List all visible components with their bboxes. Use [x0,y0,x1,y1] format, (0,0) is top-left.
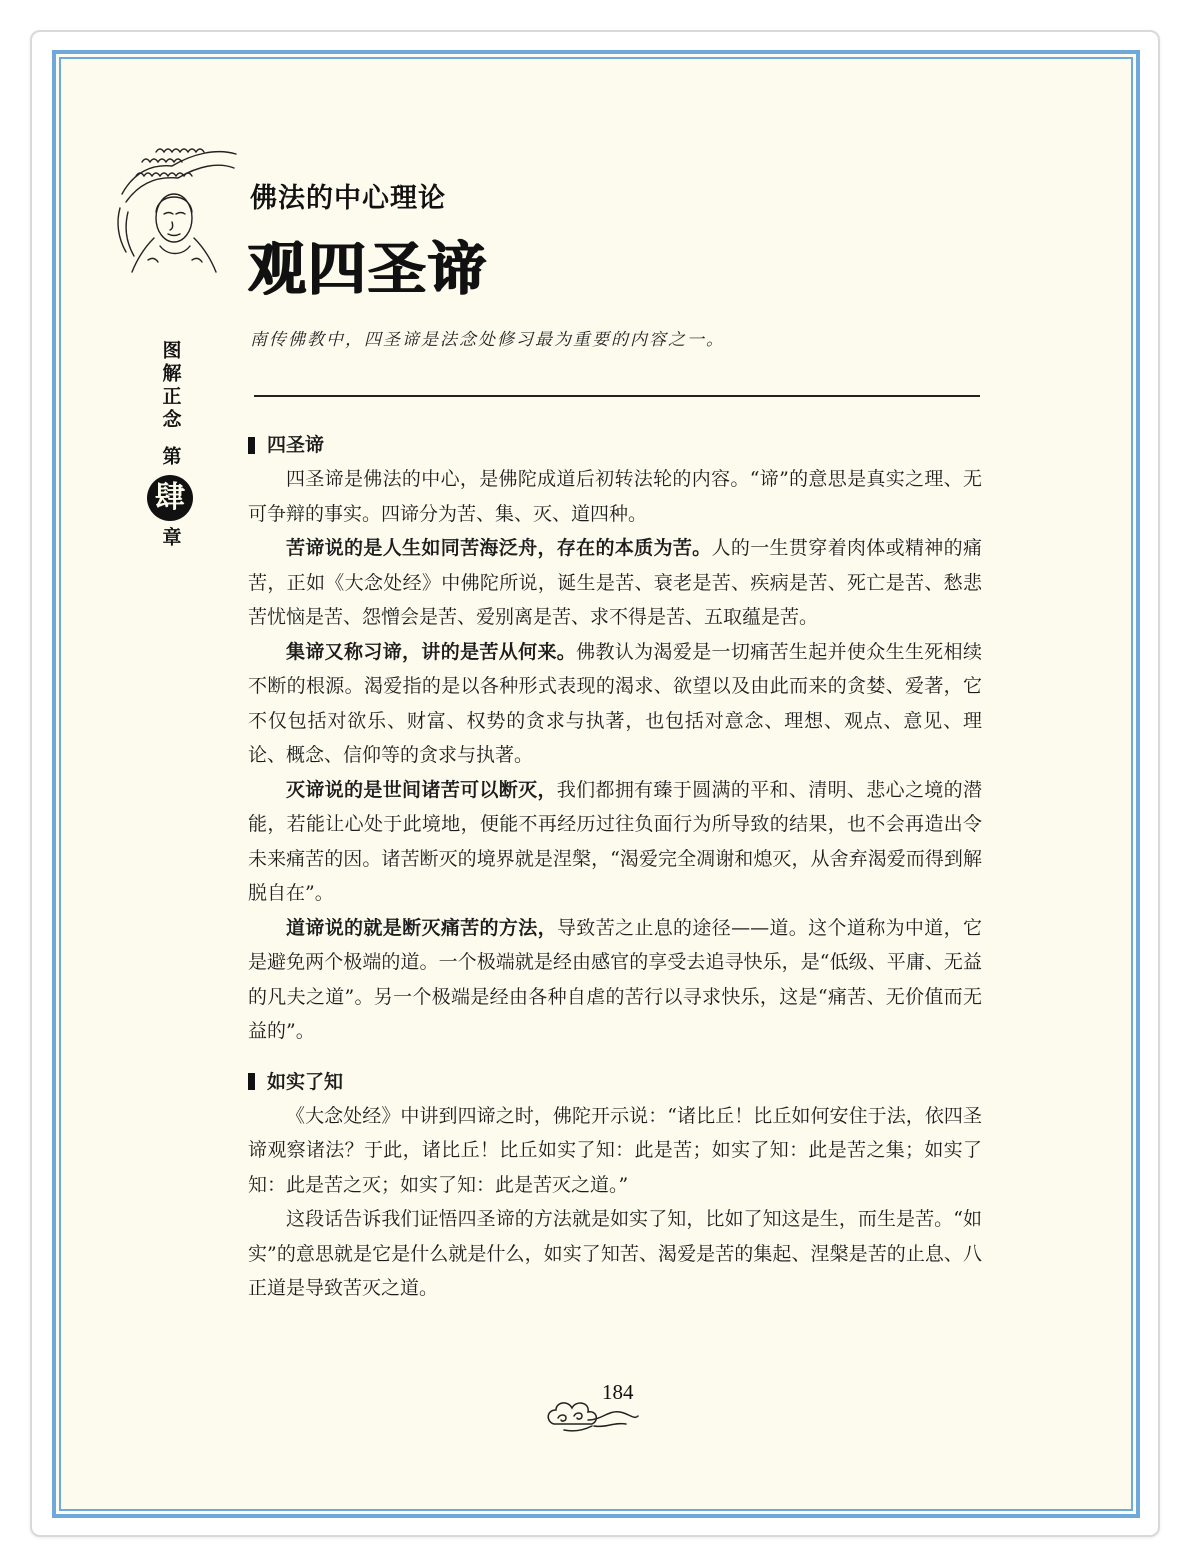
paragraph-text: 导致苦之止息的途径——道。这个道称为中道，它是避免两个极端的道。一个极端就是经由感官的享受去追寻快乐，是“低级、平庸、无益的凡夫之道”。另一个极端是经由各种自虐的苦行以寻求快乐，这是“痛苦、无价值而无益的”。 [248,916,982,1042]
paragraph-lead: 苦谛说的是人生如同苦海泛舟，存在的本质为苦。 [286,537,712,559]
buddha-illustration-icon [112,142,240,274]
paragraph [248,635,982,773]
paragraph [248,911,982,1049]
chapter-side-tab [146,340,194,550]
paragraph-text: 《大念处经》中讲到四谛之时，佛陀开示说：“诸比丘！比丘如何安住于法，依四圣谛观察诸法？于此，诸比丘！比丘如实了知：此是苦；如实了知：此是苦之集；如实了知：此是苦之灭；如实了知：此是苦灭之道。” [248,1104,982,1196]
paragraph-text: 我们都拥有臻于圆满的平和、清明、悲心之境的潜能，若能让心处于此境地，便能不再经历过往负面行为所导致的结果，也不会再造出令未来痛苦的因。诸苦断灭的境界就是涅槃，“渴爱完全凋谢和熄灭，从舍弃渴爱而得到解脱自在”。 [248,778,982,904]
paragraph-text: 人的一生贯穿着肉体或精神的痛苦，正如《大念处经》中佛陀所说，诞生是苦、衰老是苦、疾病是苦、死亡是苦、愁悲苦忧恼是苦、怨憎会是苦、爱别离是苦、求不得是苦、五取蕴是苦。 [248,537,982,628]
paragraph-text: 佛教认为渴爱是一切痛苦生起并使众生生死相续不断的根源。渴爱指的是以各种形式表现的渴求、欲望以及由此而来的贪婪、爱著，它不仅包括对欲乐、财富、权势的贪求与执著，也包括对意念、理想、观点、意见、理论、概念、信仰等的贪求与执著。 [248,640,982,766]
paragraph [248,1202,982,1306]
cloud-ornament-icon [544,1396,640,1434]
paragraph [248,531,982,635]
chapter-suffix: 章 [159,527,182,550]
chapter-number-badge: 肆 [147,475,193,521]
book-title-vertical: 图解正念 [159,340,182,432]
intro-text: 南传佛教中，四圣谛是法念处修习最为重要的内容之一。 [250,330,725,350]
section-heading [248,1065,982,1099]
page-number: 184 [602,1380,634,1404]
paragraph-lead: 道谛说的就是断灭痛苦的方法， [286,916,557,939]
section-heading-label: 如实了知 [267,1070,344,1093]
chapter-subtitle: 佛法的中心理论 [250,183,446,214]
paragraph [248,773,982,911]
section-heading-label: 四圣谛 [267,434,325,456]
paragraph-lead: 灭谛说的是世间诸苦可以断灭， [286,778,557,801]
paragraph-lead: 集谛又称习谛，讲的是苦从何来。 [286,640,577,663]
paragraph [248,462,982,531]
title-divider [254,395,980,397]
paragraph-text: 这段话告诉我们证悟四圣谛的方法就是如实了知，比如了知这是生，而生是苦。“如实”的意思就是它是什么就是什么，如实了知苦、渴爱是苦的集起、涅槃是苦的止息、八正道是导致苦灭之道。 [248,1208,982,1299]
heading-marker-icon [248,437,255,454]
article-body [248,428,982,1306]
page-footer [544,1380,640,1436]
paragraph [248,1099,982,1203]
section-heading [248,428,982,462]
chapter-prefix: 第 [159,446,182,469]
paragraph-text: 四圣谛是佛法的中心，是佛陀成道后初转法轮的内容。“谛”的意思是真实之理、无可争辩的事实。四谛分为苦、集、灭、道四种。 [248,468,982,525]
heading-marker-icon [248,1073,255,1090]
page-title: 观四圣谛 [248,235,489,303]
